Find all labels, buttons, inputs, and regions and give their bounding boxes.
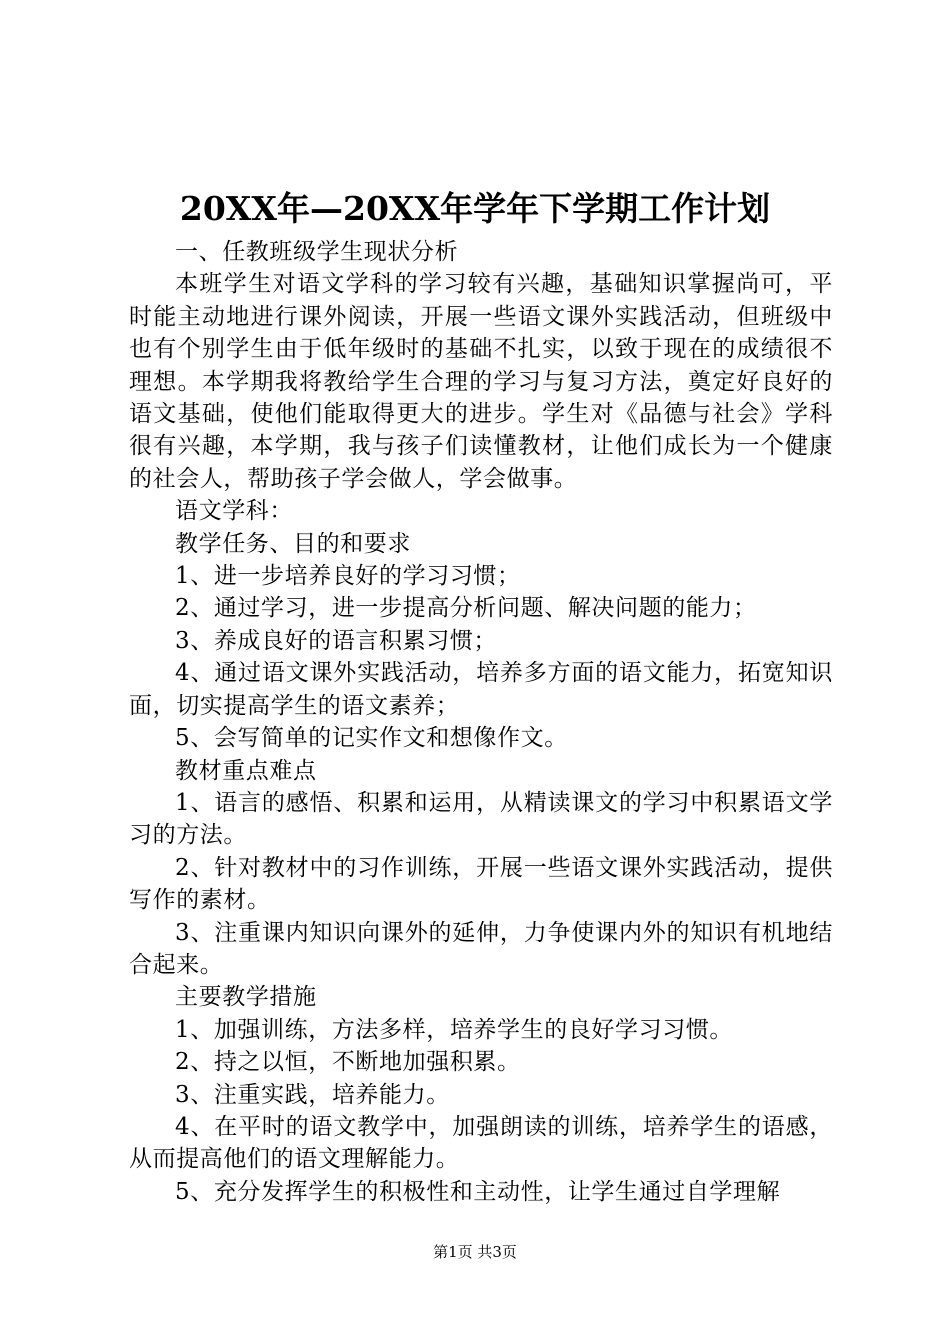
list-item-measure-1: 1、加强训练，方法多样，培养学生的良好学习习惯。 [175,1016,734,1043]
list-item-key-point-1: 1、语言的感悟、积累和运用，从精读课文的学习中积累语文学习的方法。 [129,789,833,849]
list-item-measure-3: 3、注重实践，培养能力。 [175,1081,450,1108]
list-item-key-point-2: 2、针对教材中的习作训练，开展一些语文课外实践活动，提供写作的素材。 [129,854,833,914]
section-heading-tasks: 教学任务、目的和要求 [175,530,411,557]
document-body [129,236,833,1208]
page-title: 20XX年—20XX年学年下学期工作计划 [179,189,771,228]
list-item-task-4: 4、通过语文课外实践活动，培养多方面的语文能力，拓宽知识面，切实提高学生的语文素养； [129,660,833,719]
section-heading-status: 一、任教班级学生现状分析 [175,239,459,265]
section-heading-measures: 主要教学措施 [175,984,317,1011]
list-item-task-5: 5、会写简单的记实作文和想像作文。 [175,725,568,752]
list-item-task-2: 2、通过学习，进一步提高分析问题、解决问题的能力； [175,595,757,622]
paragraph-status-analysis: 本班学生对语文学科的学习较有兴趣，基础知识掌握尚可，平时能主动地进行课外阅读，开展一些语文课外实践活动，但班级中也有个别学生由于低年级时的基础不扎实，以致于现在的成绩很不理想。本学期我将教给学生合理的学习与复习方法，奠定好良好的语文基础，使他们能取得更大的进步。学生对《品德与社会》学科很有兴趣，本学期，我与孩子们读懂教材，让他们成长为一个健康的社会人，帮助孩子学会做人，学会做事。 [129,271,833,492]
list-item-measure-5: 5、充分发挥学生的积极性和主动性，让学生通过自学理解 [175,1178,781,1205]
list-item-measure-2: 2、持之以恒，不断地加强积累。 [175,1049,521,1076]
subject-heading: 语文学科： [175,498,293,525]
page-number-footer: 第1页 共3页 [433,1243,517,1261]
list-item-key-point-3: 3、注重课内知识向课外的延伸，力争使课内外的知识有机地结合起来。 [129,919,833,978]
list-item-task-3: 3、养成良好的语言积累习惯； [175,627,498,654]
section-heading-key-points: 教材重点难点 [175,757,317,784]
list-item-task-1: 1、进一步培养良好的学习习惯； [175,563,521,590]
list-item-measure-4: 4、在平时的语文教学中，加强朗读的训练，培养学生的语感，从而提高他们的语文理解能力。 [129,1113,833,1173]
